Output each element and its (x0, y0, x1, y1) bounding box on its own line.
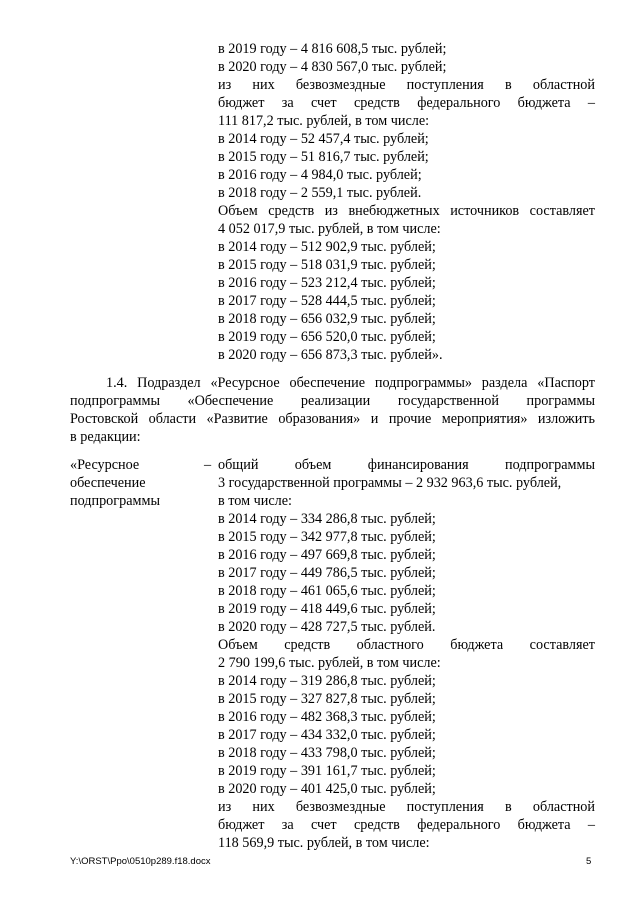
table-line: бюджет за счет средств федерального бюджета – (218, 817, 595, 833)
paragraph-line: 1.4. Подраздел «Ресурсное обеспечение подпрограммы» раздела «Паспорт (106, 375, 595, 391)
text-line: в 2019 году – 656 520,0 тыс. рублей; (218, 329, 436, 345)
table-line: Объем средств областного бюджета составляет (218, 637, 595, 653)
table-line: в 2017 году – 449 786,5 тыс. рублей; (218, 565, 436, 581)
text-line: в 2014 году – 52 457,4 тыс. рублей; (218, 131, 429, 147)
table-line: общий объем финансирования подпрограммы (218, 457, 595, 473)
text-line: из них безвозмездные поступления в областной (218, 77, 595, 93)
table-line: 118 569,9 тыс. рублей, в том числе: (218, 835, 430, 851)
table-line: 2 790 199,6 тыс. рублей, в том числе: (218, 655, 441, 671)
table-line: в 2017 году – 434 332,0 тыс. рублей; (218, 727, 436, 743)
text-line: Объем средств из внебюджетных источников составляет (218, 203, 595, 219)
table-line: в 2020 году – 428 727,5 тыс. рублей. (218, 619, 436, 635)
table-line: в 2014 году – 319 286,8 тыс. рублей; (218, 673, 436, 689)
table-dash: – (204, 457, 212, 473)
text-line: в 2020 году – 656 873,3 тыс. рублей». (218, 347, 443, 363)
text-line: бюджет за счет средств федерального бюджета – (218, 95, 595, 111)
paragraph-line: Ростовской области «Развитие образования» и прочие мероприятия» изложить (70, 411, 595, 427)
table-line: в 2018 году – 461 065,6 тыс. рублей; (218, 583, 436, 599)
table-line: в 2016 году – 497 669,8 тыс. рублей; (218, 547, 436, 563)
table-line: в 2015 году – 327 827,8 тыс. рублей; (218, 691, 436, 707)
table-label-line: обеспечение (70, 475, 146, 491)
text-line: в 2016 году – 4 984,0 тыс. рублей; (218, 167, 422, 183)
footer-page-number: 5 (586, 856, 592, 867)
text-line: в 2018 году – 2 559,1 тыс. рублей. (218, 185, 422, 201)
table-line: в 2016 году – 482 368,3 тыс. рублей; (218, 709, 436, 725)
text-line: в 2017 году – 528 444,5 тыс. рублей; (218, 293, 436, 309)
text-line: в 2016 году – 523 212,4 тыс. рублей; (218, 275, 436, 291)
text-line: 111 817,2 тыс. рублей, в том числе: (218, 113, 430, 129)
footer-file-path: Y:\ORST\Ppo\0510p289.f18.docx (70, 856, 211, 867)
text-line: в 2015 году – 518 031,9 тыс. рублей; (218, 257, 436, 273)
table-line: в 2020 году – 401 425,0 тыс. рублей; (218, 781, 436, 797)
text-line: в 2018 году – 656 032,9 тыс. рублей; (218, 311, 436, 327)
table-line: 3 государственной программы – 2 932 963,6 тыс. рублей, (218, 475, 562, 491)
text-line: в 2015 году – 51 816,7 тыс. рублей; (218, 149, 429, 165)
table-line: в том числе: (218, 493, 292, 509)
text-line: в 2014 году – 512 902,9 тыс. рублей; (218, 239, 436, 255)
table-line: в 2015 году – 342 977,8 тыс. рублей; (218, 529, 436, 545)
table-line: в 2014 году – 334 286,8 тыс. рублей; (218, 511, 436, 527)
paragraph-line: в редакции: (70, 429, 141, 445)
text-line: в 2019 году – 4 816 608,5 тыс. рублей; (218, 41, 447, 57)
table-line: из них безвозмездные поступления в областной (218, 799, 595, 815)
text-line: в 2020 году – 4 830 567,0 тыс. рублей; (218, 59, 447, 75)
table-line: в 2019 году – 418 449,6 тыс. рублей; (218, 601, 436, 617)
table-line: в 2019 году – 391 161,7 тыс. рублей; (218, 763, 436, 779)
table-line: в 2018 году – 433 798,0 тыс. рублей; (218, 745, 436, 761)
table-label-line: подпрограммы (70, 493, 160, 509)
text-line: 4 052 017,9 тыс. рублей, в том числе: (218, 221, 441, 237)
table-label-line: «Ресурсное (70, 457, 140, 473)
paragraph-line: подпрограммы «Обеспечение реализации государственной программы (70, 393, 595, 409)
